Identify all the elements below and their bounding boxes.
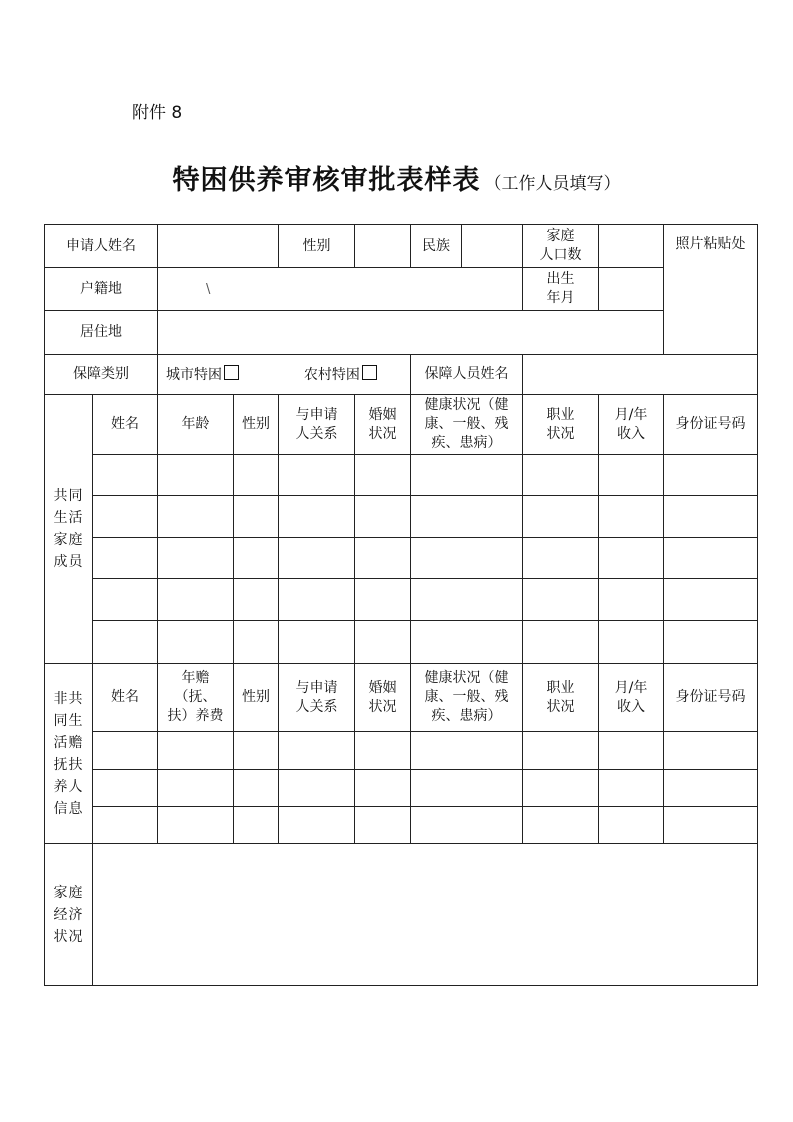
table-cell[interactable]: [523, 807, 599, 844]
table-row: [45, 538, 758, 579]
table-cell[interactable]: [234, 732, 279, 770]
col-header-gender: 性别: [234, 395, 279, 455]
applicant-name-label: 申请人姓名: [45, 225, 158, 268]
table-cell[interactable]: [664, 770, 758, 807]
attachment-number: 附件 8: [132, 103, 183, 123]
table-cell[interactable]: [93, 770, 158, 807]
relation-line2: 人关系: [295, 698, 338, 715]
table-cell[interactable]: [523, 579, 599, 621]
col-header-income: [599, 395, 664, 455]
rural-checkbox[interactable]: [362, 365, 377, 380]
hukou-label: 户籍地: [45, 268, 158, 311]
table-row: [45, 455, 758, 496]
non-co-residing-section-label: [45, 664, 93, 844]
health-line3: 疾、患病）: [431, 708, 502, 724]
birth-label: [523, 268, 599, 311]
health-line2: 康、一般、残: [424, 416, 509, 432]
eco-label-3: 状况: [53, 928, 84, 945]
table-cell[interactable]: [523, 538, 599, 579]
table-cell[interactable]: [523, 496, 599, 538]
col-header-marital: [355, 664, 411, 732]
table-cell[interactable]: [411, 732, 523, 770]
table-cell[interactable]: [93, 621, 158, 664]
nco-label-4: 抚扶: [53, 756, 84, 773]
table-cell[interactable]: [234, 621, 279, 664]
table-cell[interactable]: [599, 732, 664, 770]
table-cell[interactable]: [355, 732, 411, 770]
title-note: （工作人员填写）: [484, 174, 621, 194]
document-title: [0, 158, 793, 197]
col-header-health: [411, 664, 523, 732]
co-residing-section-label: [45, 395, 93, 664]
table-cell[interactable]: [234, 455, 279, 496]
marital-line2: 状况: [368, 698, 397, 715]
category-label: 保障类别: [45, 355, 158, 395]
gender-field[interactable]: [355, 225, 411, 268]
beneficiary-name-label: 保障人员姓名: [411, 355, 523, 395]
table-cell[interactable]: [599, 538, 664, 579]
table-cell[interactable]: [411, 455, 523, 496]
income-line2: 收入: [617, 698, 645, 715]
eco-label-2: 经济: [53, 906, 84, 923]
table-cell[interactable]: [523, 455, 599, 496]
table-cell[interactable]: [355, 770, 411, 807]
table-cell[interactable]: [158, 732, 234, 770]
beneficiary-name-field[interactable]: [523, 355, 758, 395]
table-cell[interactable]: [158, 621, 234, 664]
photo-area[interactable]: 照片粘贴处: [664, 225, 758, 355]
table-cell[interactable]: [158, 538, 234, 579]
table-row: [45, 732, 758, 770]
hukou-row: [45, 268, 758, 311]
applicant-name-field[interactable]: [158, 225, 279, 268]
table-cell[interactable]: [93, 807, 158, 844]
table-cell[interactable]: [279, 579, 355, 621]
col-header-gender: 性别: [234, 664, 279, 732]
col-header-relation: [279, 664, 355, 732]
table-cell[interactable]: [279, 538, 355, 579]
table-cell[interactable]: [93, 732, 158, 770]
urban-option-label: 城市特困: [166, 366, 222, 383]
co-label-2: 生活: [53, 510, 84, 526]
applicant-row: [45, 225, 758, 268]
col-header-age: 年龄: [158, 395, 234, 455]
income-line1: 月/年: [614, 406, 648, 423]
birth-field[interactable]: [599, 268, 664, 311]
table-cell[interactable]: [234, 496, 279, 538]
table-cell[interactable]: [93, 579, 158, 621]
occupation-line2: 状况: [546, 425, 575, 442]
table-cell[interactable]: [355, 538, 411, 579]
col-header-relation: [279, 395, 355, 455]
urban-checkbox[interactable]: [224, 365, 239, 380]
table-cell[interactable]: [411, 770, 523, 807]
col-header-occupation: [523, 664, 599, 732]
health-line3: 疾、患病）: [431, 435, 502, 451]
table-cell[interactable]: [234, 770, 279, 807]
gender-label: 性别: [279, 225, 355, 268]
table-cell[interactable]: [93, 455, 158, 496]
table-cell[interactable]: [355, 621, 411, 664]
table-cell[interactable]: [279, 621, 355, 664]
birth-label-line2: 年月: [546, 290, 575, 306]
table-cell[interactable]: [664, 496, 758, 538]
table-cell[interactable]: [523, 621, 599, 664]
table-cell[interactable]: [411, 807, 523, 844]
table-cell[interactable]: [355, 807, 411, 844]
table-cell[interactable]: [279, 807, 355, 844]
relation-line1: 与申请: [295, 679, 338, 696]
col-header-marital: [355, 395, 411, 455]
table-cell[interactable]: [158, 807, 234, 844]
table-cell[interactable]: [355, 496, 411, 538]
category-row: [45, 355, 758, 395]
table-cell[interactable]: [664, 579, 758, 621]
co-residing-header-row: [45, 395, 758, 455]
household-size-field[interactable]: [599, 225, 664, 268]
table-cell[interactable]: [158, 579, 234, 621]
table-cell[interactable]: [599, 770, 664, 807]
marital-line2: 状况: [368, 425, 397, 442]
table-cell[interactable]: [599, 621, 664, 664]
residence-row: [45, 311, 758, 355]
nco-label-3: 活赡: [53, 734, 84, 751]
col-header-name: 姓名: [93, 395, 158, 455]
relation-line2: 人关系: [295, 425, 338, 442]
col-header-name: 姓名: [93, 664, 158, 732]
economic-status-field[interactable]: [93, 844, 758, 986]
table-cell[interactable]: [234, 579, 279, 621]
table-cell[interactable]: [523, 732, 599, 770]
residence-label: 居住地: [45, 311, 158, 355]
col-header-health: [411, 395, 523, 455]
occupation-line1: 职业: [546, 406, 575, 423]
residence-field[interactable]: [158, 311, 664, 355]
table-cell[interactable]: [411, 621, 523, 664]
health-line1: 健康状况（健: [424, 670, 509, 686]
co-label-1: 共同: [53, 488, 84, 504]
table-cell[interactable]: [93, 538, 158, 579]
table-cell[interactable]: [523, 770, 599, 807]
category-options: [158, 355, 411, 395]
table-cell[interactable]: [599, 455, 664, 496]
table-cell[interactable]: [279, 732, 355, 770]
co-label-4: 成员: [53, 554, 84, 570]
title-main: 特困供养审核审批表样表: [172, 165, 481, 196]
household-size-label-line1: 家庭: [546, 228, 575, 244]
household-size-label: [523, 225, 599, 268]
birth-label-line1: 出生: [546, 271, 575, 287]
table-cell[interactable]: [411, 538, 523, 579]
support-fee-line1: 年赡: [181, 670, 210, 686]
table-cell[interactable]: [234, 538, 279, 579]
table-row: [45, 496, 758, 538]
table-cell[interactable]: [279, 455, 355, 496]
table-row: [45, 621, 758, 664]
ethnicity-field[interactable]: [462, 225, 522, 267]
table-cell[interactable]: [664, 621, 758, 664]
relation-line1: 与申请: [295, 406, 338, 423]
table-row: [45, 770, 758, 807]
col-header-id-number: 身份证号码: [664, 395, 758, 455]
table-cell[interactable]: [664, 538, 758, 579]
marital-line1: 婚姻: [368, 406, 397, 423]
occupation-line2: 状况: [546, 698, 575, 715]
rural-option-label: 农村特困: [303, 366, 360, 383]
support-fee-line3: 扶）养费: [167, 708, 224, 724]
table-cell[interactable]: [664, 732, 758, 770]
hukou-mark: \: [206, 281, 211, 297]
support-fee-line2: （抚、: [174, 689, 217, 705]
table-cell[interactable]: [599, 496, 664, 538]
col-header-income: [599, 664, 664, 732]
table-cell[interactable]: [279, 496, 355, 538]
table-row: [45, 579, 758, 621]
economic-section-label: [45, 844, 93, 986]
col-header-support-fee: [158, 664, 234, 732]
nco-label-6: 信息: [53, 800, 84, 817]
health-line2: 康、一般、残: [424, 689, 509, 705]
table-cell[interactable]: [355, 579, 411, 621]
approval-form-table: [44, 224, 758, 986]
household-size-label-line2: 人口数: [539, 247, 582, 263]
table-cell[interactable]: [355, 455, 411, 496]
nco-label-2: 同生: [53, 712, 84, 729]
nco-label-1: 非共: [53, 690, 84, 707]
health-line1: 健康状况（健: [424, 397, 509, 413]
table-cell[interactable]: [279, 770, 355, 807]
col-header-id-number: 身份证号码: [664, 664, 758, 732]
occupation-line1: 职业: [546, 679, 575, 696]
income-line1: 月/年: [614, 679, 648, 696]
eco-label-1: 家庭: [53, 884, 84, 901]
marital-line1: 婚姻: [368, 679, 397, 696]
table-cell[interactable]: [234, 807, 279, 844]
table-row: [45, 807, 758, 844]
co-label-3: 家庭: [53, 532, 84, 548]
hukou-field[interactable]: [158, 268, 523, 311]
economic-row: [45, 844, 758, 986]
table-cell[interactable]: [599, 807, 664, 844]
ethnicity-label: 民族: [411, 225, 462, 267]
table-cell[interactable]: [158, 455, 234, 496]
table-cell[interactable]: [599, 579, 664, 621]
table-cell[interactable]: [664, 455, 758, 496]
ethnicity-group: [411, 225, 523, 268]
table-cell[interactable]: [411, 579, 523, 621]
table-cell[interactable]: [158, 496, 234, 538]
table-cell[interactable]: [158, 770, 234, 807]
table-cell[interactable]: [93, 496, 158, 538]
table-cell[interactable]: [664, 807, 758, 844]
income-line2: 收入: [617, 425, 645, 442]
col-header-occupation: [523, 395, 599, 455]
table-cell[interactable]: [411, 496, 523, 538]
non-co-residing-header-row: [45, 664, 758, 732]
nco-label-5: 养人: [53, 778, 84, 795]
